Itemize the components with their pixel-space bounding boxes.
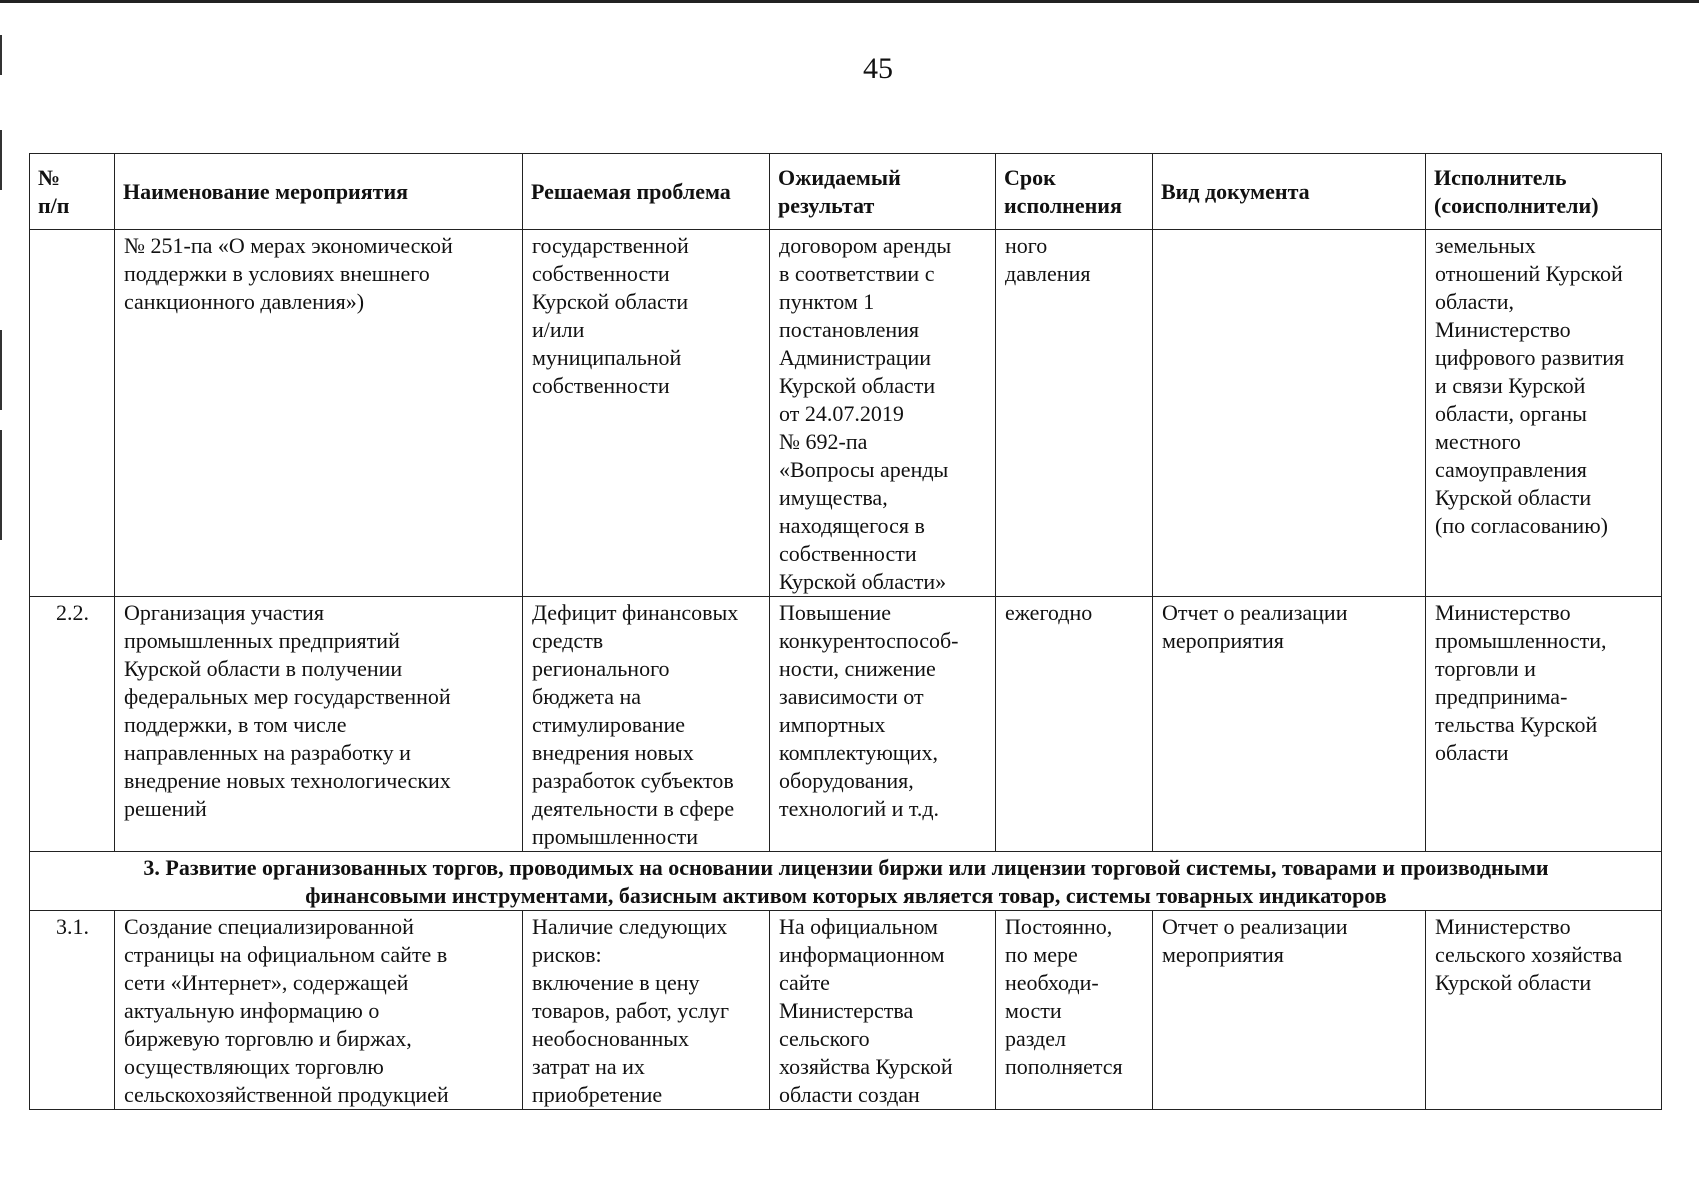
- event-name-cell: № 251-па «О мерах экономической поддержки в условиях внешнего санкционного давления»): [115, 230, 523, 597]
- document-type-cell: Отчет о реализации мероприятия: [1153, 911, 1426, 1110]
- executor-cell: Министерство промышленности, торговли и предпринима- тельства Курской области: [1426, 597, 1662, 852]
- header-number: № п/п: [30, 154, 115, 230]
- scan-edge-mark: [0, 330, 2, 410]
- table-row: [30, 597, 1662, 852]
- document-type-cell: [1153, 230, 1426, 597]
- table-header-row: [30, 154, 1662, 230]
- measures-table: [29, 153, 1662, 1110]
- executor-cell: земельных отношений Курской области, Министерство цифрового развития и связи Курской области, органы местного самоуправления Курской области (по согласованию): [1426, 230, 1662, 597]
- row-number: [30, 230, 115, 597]
- deadline-cell: ежегодно: [996, 597, 1153, 852]
- page-number: 45: [863, 52, 893, 85]
- deadline-cell: Постоянно, по мере необходи- мости раздел пополняется: [996, 911, 1153, 1110]
- event-name-cell: Создание специализированной страницы на официальном сайте в сети «Интернет», содержащей актуальную информацию о биржевую торговлю и биржах, осуществляющих торговлю сельскохозяйственной продукцией: [115, 911, 523, 1110]
- header-expected-result: Ожидаемый результат: [770, 154, 996, 230]
- top-border-line: [0, 0, 1699, 3]
- event-name-cell: Организация участия промышленных предприятий Курской области в получении федеральных мер государственной поддержки, в том числе направленных на разработку и внедрение новых технологических решений: [115, 597, 523, 852]
- scan-edge-mark: [0, 430, 2, 540]
- executor-cell: Министерство сельского хозяйства Курской области: [1426, 911, 1662, 1110]
- table-row: [30, 230, 1662, 597]
- deadline-cell: ного давления: [996, 230, 1153, 597]
- header-event-name: Наименование мероприятия: [115, 154, 523, 230]
- scan-edge-mark: [0, 130, 2, 190]
- problem-cell: государственной собственности Курской области и/или муниципальной собственности: [523, 230, 770, 597]
- row-number: 3.1.: [30, 911, 115, 1110]
- row-number: 2.2.: [30, 597, 115, 852]
- section-heading-row: [30, 852, 1662, 911]
- result-cell: Повышение конкурентоспособ- ности, снижение зависимости от импортных комплектующих, оборудования, технологий и т.д.: [770, 597, 996, 852]
- section-heading: 3. Развитие организованных торгов, проводимых на основании лицензии биржи или лицензии торговой системы, товарами и производными финансовыми инструментами, базисным активом которых является товар, системы товарных индикаторов: [30, 852, 1662, 911]
- problem-cell: Дефицит финансовых средств регионального бюджета на стимулирование внедрения новых разработок субъектов деятельности в сфере промышленности: [523, 597, 770, 852]
- header-executor: Исполнитель (соисполнители): [1426, 154, 1662, 230]
- table-row: [30, 911, 1662, 1110]
- document-type-cell: Отчет о реализации мероприятия: [1153, 597, 1426, 852]
- result-cell: На официальном информационном сайте Министерства сельского хозяйства Курской области создан: [770, 911, 996, 1110]
- header-deadline: Срок исполнения: [996, 154, 1153, 230]
- header-problem: Решаемая проблема: [523, 154, 770, 230]
- problem-cell: Наличие следующих рисков: включение в цену товаров, работ, услуг необоснованных затрат на их приобретение: [523, 911, 770, 1110]
- result-cell: договором аренды в соответствии с пунктом 1 постановления Администрации Курской области от 24.07.2019 № 692-па «Вопросы аренды имущества, находящегося в собственности Курской области»: [770, 230, 996, 597]
- header-document-type: Вид документа: [1153, 154, 1426, 230]
